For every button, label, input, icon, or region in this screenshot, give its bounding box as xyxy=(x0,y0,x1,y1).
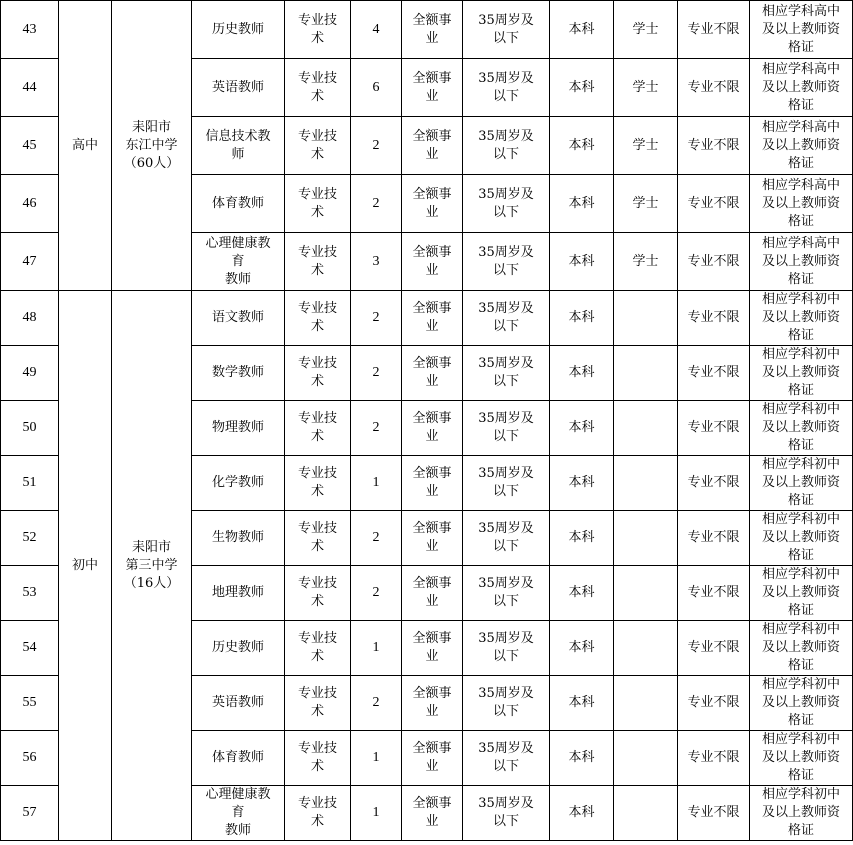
headcount-cell: 6 xyxy=(351,59,402,117)
funding-type-cell: 全额事 业 xyxy=(402,786,463,841)
degree-cell xyxy=(614,511,678,566)
position-cell: 英语教师 xyxy=(192,59,285,117)
category-cell: 专业技 术 xyxy=(285,731,351,786)
position-cell: 历史教师 xyxy=(192,621,285,676)
table-body xyxy=(1,1,853,841)
headcount-cell: 2 xyxy=(351,117,402,175)
age-requirement-cell: 35周岁及 以下 xyxy=(463,731,550,786)
degree-cell xyxy=(614,346,678,401)
row-number-cell: 55 xyxy=(1,676,59,731)
education-cell: 本科 xyxy=(550,566,614,621)
degree-cell: 学士 xyxy=(614,175,678,233)
education-cell: 本科 xyxy=(550,731,614,786)
education-cell: 本科 xyxy=(550,175,614,233)
degree-cell: 学士 xyxy=(614,233,678,291)
row-number-cell: 56 xyxy=(1,731,59,786)
school-level-cell: 高中 xyxy=(59,1,112,291)
major-cell: 专业不限 xyxy=(678,175,750,233)
other-requirement-cell: 相应学科高中 及以上教师资 格证 xyxy=(750,59,853,117)
education-cell: 本科 xyxy=(550,346,614,401)
position-cell: 信息技术教 师 xyxy=(192,117,285,175)
funding-type-cell: 全额事 业 xyxy=(402,456,463,511)
category-cell: 专业技 术 xyxy=(285,456,351,511)
employer-unit-cell: 耒阳市 第三中学 （16人） xyxy=(112,291,192,841)
other-requirement-cell: 相应学科高中 及以上教师资 格证 xyxy=(750,233,853,291)
major-cell: 专业不限 xyxy=(678,511,750,566)
category-cell: 专业技 术 xyxy=(285,621,351,676)
other-requirement-cell: 相应学科初中 及以上教师资 格证 xyxy=(750,676,853,731)
age-requirement-cell: 35周岁及 以下 xyxy=(463,117,550,175)
school-level-cell: 初中 xyxy=(59,291,112,841)
other-requirement-cell: 相应学科初中 及以上教师资 格证 xyxy=(750,456,853,511)
employer-unit-cell: 耒阳市 东江中学 （60人） xyxy=(112,1,192,291)
category-cell: 专业技 术 xyxy=(285,59,351,117)
row-number-cell: 57 xyxy=(1,786,59,841)
funding-type-cell: 全额事 业 xyxy=(402,566,463,621)
row-number-cell: 45 xyxy=(1,117,59,175)
other-requirement-cell: 相应学科初中 及以上教师资 格证 xyxy=(750,511,853,566)
age-requirement-cell: 35周岁及 以下 xyxy=(463,233,550,291)
position-cell: 英语教师 xyxy=(192,676,285,731)
other-requirement-cell: 相应学科初中 及以上教师资 格证 xyxy=(750,786,853,841)
headcount-cell: 1 xyxy=(351,786,402,841)
category-cell: 专业技 术 xyxy=(285,117,351,175)
category-cell: 专业技 术 xyxy=(285,233,351,291)
row-number-cell: 54 xyxy=(1,621,59,676)
headcount-cell: 2 xyxy=(351,676,402,731)
funding-type-cell: 全额事 业 xyxy=(402,175,463,233)
category-cell: 专业技 术 xyxy=(285,401,351,456)
category-cell: 专业技 术 xyxy=(285,676,351,731)
other-requirement-cell: 相应学科初中 及以上教师资 格证 xyxy=(750,731,853,786)
row-number-cell: 44 xyxy=(1,59,59,117)
age-requirement-cell: 35周岁及 以下 xyxy=(463,346,550,401)
degree-cell xyxy=(614,786,678,841)
degree-cell xyxy=(614,676,678,731)
funding-type-cell: 全额事 业 xyxy=(402,676,463,731)
headcount-cell: 1 xyxy=(351,731,402,786)
funding-type-cell: 全额事 业 xyxy=(402,731,463,786)
headcount-cell: 2 xyxy=(351,401,402,456)
position-cell: 地理教师 xyxy=(192,566,285,621)
age-requirement-cell: 35周岁及 以下 xyxy=(463,566,550,621)
education-cell: 本科 xyxy=(550,59,614,117)
age-requirement-cell: 35周岁及 以下 xyxy=(463,291,550,346)
other-requirement-cell: 相应学科初中 及以上教师资 格证 xyxy=(750,346,853,401)
major-cell: 专业不限 xyxy=(678,401,750,456)
position-cell: 心理健康教 育 教师 xyxy=(192,786,285,841)
funding-type-cell: 全额事 业 xyxy=(402,233,463,291)
other-requirement-cell: 相应学科初中 及以上教师资 格证 xyxy=(750,621,853,676)
major-cell: 专业不限 xyxy=(678,346,750,401)
category-cell: 专业技 术 xyxy=(285,511,351,566)
education-cell: 本科 xyxy=(550,117,614,175)
funding-type-cell: 全额事 业 xyxy=(402,346,463,401)
education-cell: 本科 xyxy=(550,1,614,59)
funding-type-cell: 全额事 业 xyxy=(402,117,463,175)
major-cell: 专业不限 xyxy=(678,731,750,786)
other-requirement-cell: 相应学科高中 及以上教师资 格证 xyxy=(750,1,853,59)
table-row xyxy=(1,291,853,346)
funding-type-cell: 全额事 业 xyxy=(402,511,463,566)
other-requirement-cell: 相应学科初中 及以上教师资 格证 xyxy=(750,401,853,456)
position-cell: 体育教师 xyxy=(192,175,285,233)
major-cell: 专业不限 xyxy=(678,786,750,841)
degree-cell xyxy=(614,731,678,786)
category-cell: 专业技 术 xyxy=(285,566,351,621)
major-cell: 专业不限 xyxy=(678,456,750,511)
category-cell: 专业技 术 xyxy=(285,786,351,841)
age-requirement-cell: 35周岁及 以下 xyxy=(463,59,550,117)
category-cell: 专业技 术 xyxy=(285,291,351,346)
age-requirement-cell: 35周岁及 以下 xyxy=(463,401,550,456)
degree-cell xyxy=(614,566,678,621)
major-cell: 专业不限 xyxy=(678,59,750,117)
other-requirement-cell: 相应学科初中 及以上教师资 格证 xyxy=(750,291,853,346)
position-cell: 化学教师 xyxy=(192,456,285,511)
headcount-cell: 2 xyxy=(351,346,402,401)
position-cell: 生物教师 xyxy=(192,511,285,566)
education-cell: 本科 xyxy=(550,456,614,511)
row-number-cell: 51 xyxy=(1,456,59,511)
row-number-cell: 48 xyxy=(1,291,59,346)
row-number-cell: 50 xyxy=(1,401,59,456)
age-requirement-cell: 35周岁及 以下 xyxy=(463,621,550,676)
major-cell: 专业不限 xyxy=(678,566,750,621)
major-cell: 专业不限 xyxy=(678,291,750,346)
education-cell: 本科 xyxy=(550,233,614,291)
row-number-cell: 47 xyxy=(1,233,59,291)
category-cell: 专业技 术 xyxy=(285,346,351,401)
major-cell: 专业不限 xyxy=(678,233,750,291)
education-cell: 本科 xyxy=(550,291,614,346)
degree-cell: 学士 xyxy=(614,59,678,117)
headcount-cell: 1 xyxy=(351,621,402,676)
other-requirement-cell: 相应学科初中 及以上教师资 格证 xyxy=(750,566,853,621)
headcount-cell: 4 xyxy=(351,1,402,59)
age-requirement-cell: 35周岁及 以下 xyxy=(463,676,550,731)
age-requirement-cell: 35周岁及 以下 xyxy=(463,786,550,841)
major-cell: 专业不限 xyxy=(678,117,750,175)
funding-type-cell: 全额事 业 xyxy=(402,621,463,676)
position-cell: 物理教师 xyxy=(192,401,285,456)
headcount-cell: 2 xyxy=(351,291,402,346)
funding-type-cell: 全额事 业 xyxy=(402,59,463,117)
headcount-cell: 3 xyxy=(351,233,402,291)
education-cell: 本科 xyxy=(550,511,614,566)
age-requirement-cell: 35周岁及 以下 xyxy=(463,1,550,59)
education-cell: 本科 xyxy=(550,676,614,731)
headcount-cell: 2 xyxy=(351,175,402,233)
education-cell: 本科 xyxy=(550,621,614,676)
major-cell: 专业不限 xyxy=(678,676,750,731)
position-cell: 体育教师 xyxy=(192,731,285,786)
headcount-cell: 2 xyxy=(351,566,402,621)
position-cell: 语文教师 xyxy=(192,291,285,346)
degree-cell xyxy=(614,456,678,511)
row-number-cell: 43 xyxy=(1,1,59,59)
degree-cell xyxy=(614,621,678,676)
position-cell: 心理健康教 育 教师 xyxy=(192,233,285,291)
category-cell: 专业技 术 xyxy=(285,1,351,59)
funding-type-cell: 全额事 业 xyxy=(402,1,463,59)
position-cell: 数学教师 xyxy=(192,346,285,401)
table-row xyxy=(1,1,853,59)
funding-type-cell: 全额事 业 xyxy=(402,401,463,456)
age-requirement-cell: 35周岁及 以下 xyxy=(463,456,550,511)
education-cell: 本科 xyxy=(550,786,614,841)
row-number-cell: 52 xyxy=(1,511,59,566)
row-number-cell: 46 xyxy=(1,175,59,233)
row-number-cell: 53 xyxy=(1,566,59,621)
other-requirement-cell: 相应学科高中 及以上教师资 格证 xyxy=(750,117,853,175)
education-cell: 本科 xyxy=(550,401,614,456)
headcount-cell: 1 xyxy=(351,456,402,511)
row-number-cell: 49 xyxy=(1,346,59,401)
headcount-cell: 2 xyxy=(351,511,402,566)
age-requirement-cell: 35周岁及 以下 xyxy=(463,511,550,566)
major-cell: 专业不限 xyxy=(678,1,750,59)
age-requirement-cell: 35周岁及 以下 xyxy=(463,175,550,233)
position-cell: 历史教师 xyxy=(192,1,285,59)
degree-cell xyxy=(614,401,678,456)
degree-cell: 学士 xyxy=(614,117,678,175)
degree-cell: 学士 xyxy=(614,1,678,59)
funding-type-cell: 全额事 业 xyxy=(402,291,463,346)
category-cell: 专业技 术 xyxy=(285,175,351,233)
degree-cell xyxy=(614,291,678,346)
major-cell: 专业不限 xyxy=(678,621,750,676)
other-requirement-cell: 相应学科高中 及以上教师资 格证 xyxy=(750,175,853,233)
